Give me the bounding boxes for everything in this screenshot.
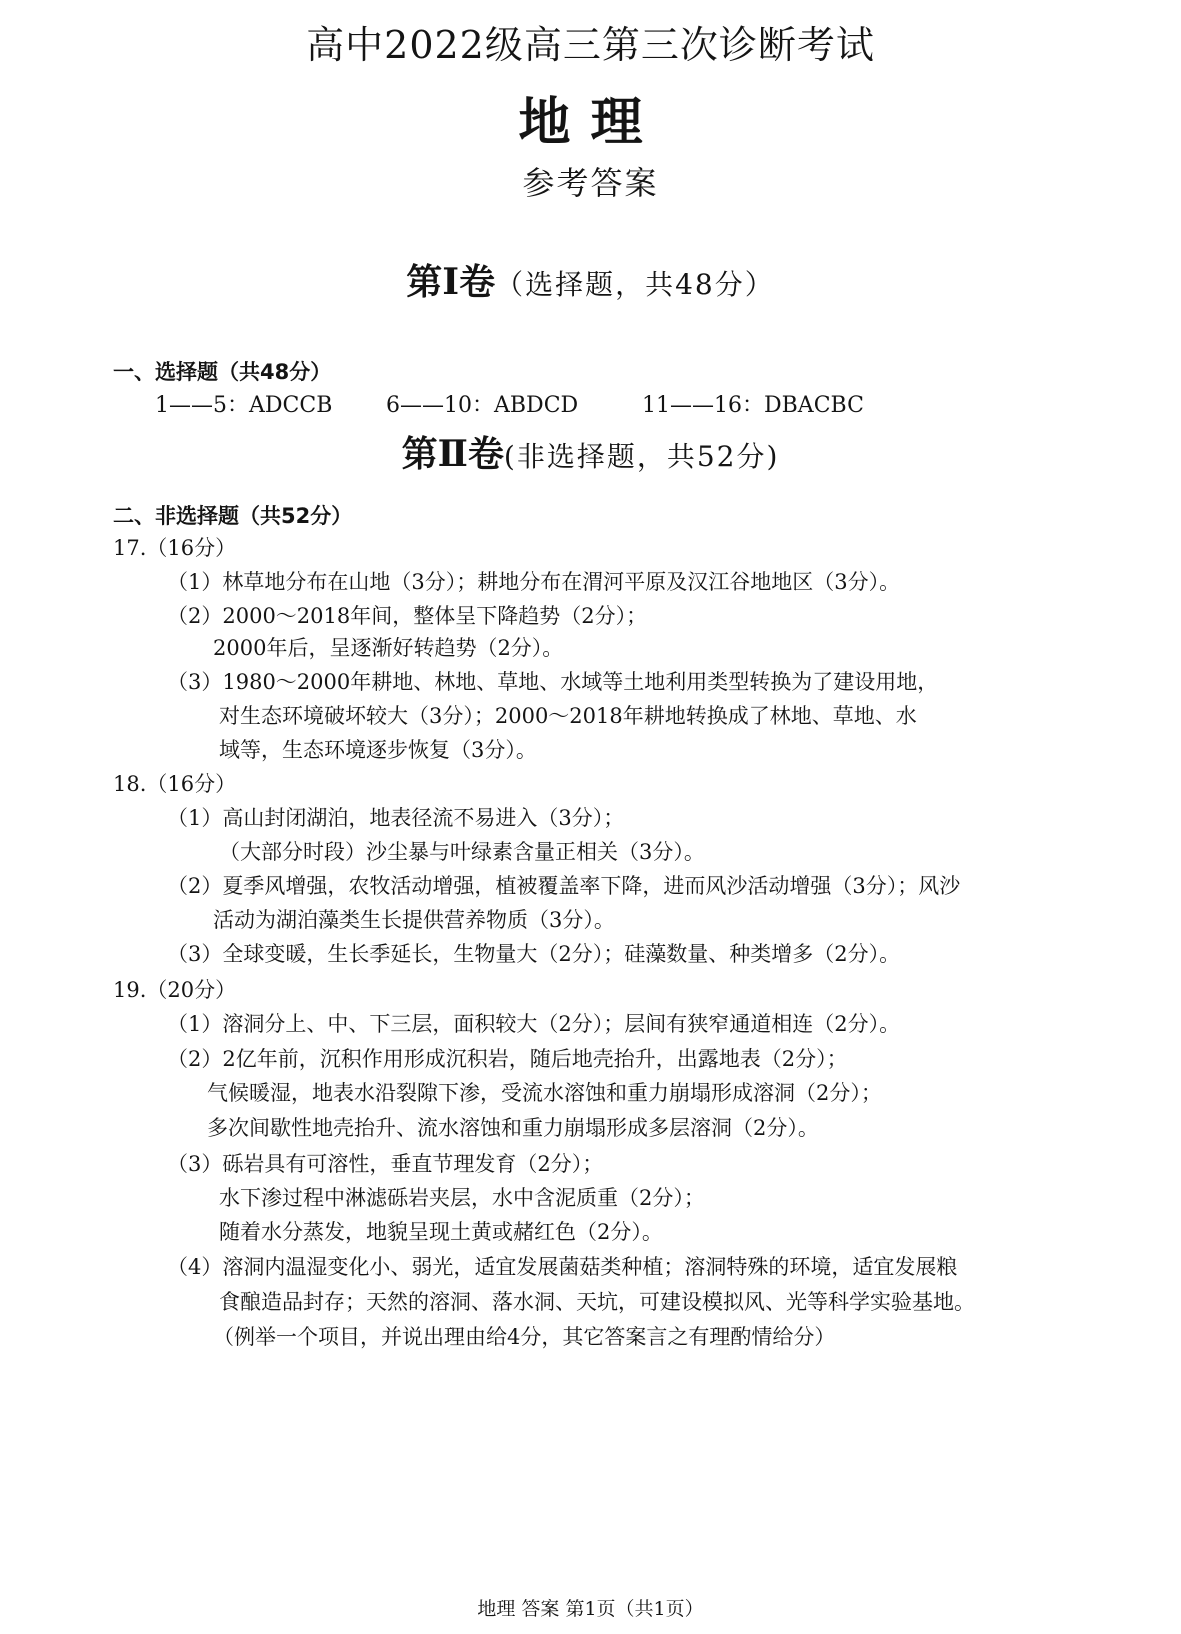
section2-label: 二、非选择题（共52分） (113, 504, 353, 528)
mc-keys: DBACBC (764, 393, 864, 418)
answer-line: （2）2亿年前，沉积作用形成沉积岩，随后地壳抬升，出露地表（2分）； (167, 1047, 848, 1071)
mc-answer-group-1 (155, 388, 332, 419)
part1-note: （选择题，共48分） (495, 268, 775, 301)
section1-label: 一、选择题（共48分） (113, 360, 332, 384)
answer-subtitle: 参考答案 (522, 164, 659, 202)
answer-line: 多次间歇性地壳抬升、流水溶蚀和重力崩塌形成多层溶洞（2分）。 (207, 1116, 819, 1140)
answer-line: （1）林草地分布在山地（3分）；耕地分布在渭河平原及汉江谷地地区（3分）。 (167, 570, 901, 594)
question-17-head: 17.（16分） (113, 536, 237, 560)
answer-line: （3）砾岩具有可溶性，垂直节理发育（2分）； (167, 1152, 604, 1176)
answer-line: （3）1980～2000年耕地、林地、草地、水域等土地利用类型转换为了建设用地， (167, 670, 939, 694)
answer-line: （4）溶洞内温湿变化小、弱光，适宜发展菌菇类种植；溶洞特殊的环境，适宜发展粮 (167, 1255, 958, 1279)
answer-line: 水下渗过程中淋滤砾岩夹层，水中含泥质重（2分）； (219, 1186, 705, 1210)
question-19-head: 19.（20分） (113, 978, 237, 1002)
answer-line: 2000年后，呈逐渐好转趋势（2分）。 (213, 636, 564, 660)
answer-line: 随着水分蒸发，地貌呈现土黄或赭红色（2分）。 (219, 1220, 663, 1244)
answer-line: （例举一个项目，并说出理由给4分，其它答案言之有理酌情给分） (213, 1325, 836, 1349)
answer-line: （1）溶洞分上、中、下三层，面积较大（2分）；层间有狭窄通道相连（2分）。 (167, 1012, 901, 1036)
answer-line: 域等，生态环境逐步恢复（3分）。 (219, 738, 537, 762)
part2-note: (非选择题，共52分) (503, 440, 780, 473)
answer-line: （大部分时段）沙尘暴与叶绿素含量正相关（3分）。 (219, 840, 705, 864)
answer-line: （1）高山封闭湖泊，地表径流不易进入（3分）； (167, 806, 625, 830)
answer-line: 食酿造品封存；天然的溶洞、落水洞、天坑，可建设模拟风、光等科学实验基地。 (219, 1290, 975, 1314)
answer-line: （2）夏季风增强，农牧活动增强，植被覆盖率下降，进而风沙活动增强（3分）；风沙 (167, 874, 961, 898)
answer-line: （3）全球变暖，生长季延长，生物量大（2分）；硅藻数量、种类增多（2分）。 (167, 942, 901, 966)
answer-line: 气候暖湿，地表水沿裂隙下渗，受流水溶蚀和重力崩塌形成溶洞（2分）； (207, 1081, 882, 1105)
mc-range: 11——16： (642, 393, 764, 418)
mc-range: 1——5： (155, 393, 249, 418)
part2-title: 第Ⅱ卷 (401, 433, 504, 475)
part1-heading (0, 254, 1181, 305)
mc-range: 6——10： (386, 393, 494, 418)
page-footer: 地理 答案 第1页（共1页） (477, 1598, 704, 1620)
mc-answer-group-3 (642, 388, 864, 419)
answer-line: 对生态环境破坏较大（3分）；2000～2018年耕地转换成了林地、草地、水 (219, 704, 917, 728)
exam-title: 高中2022级高三第三次诊断考试 (306, 23, 875, 67)
question-18-head: 18.（16分） (113, 772, 237, 796)
mc-answer-group-2 (386, 388, 578, 419)
part2-heading (0, 426, 1181, 477)
mc-keys: ADCCB (249, 393, 333, 418)
answer-line: 活动为湖泊藻类生长提供营养物质（3分）。 (213, 908, 615, 932)
mc-keys: ABDCD (494, 393, 579, 418)
answer-line: （2）2000～2018年间，整体呈下降趋势（2分）； (167, 604, 648, 628)
subject-title: 地理 (518, 93, 663, 153)
part1-title: 第Ⅰ卷 (406, 261, 496, 303)
